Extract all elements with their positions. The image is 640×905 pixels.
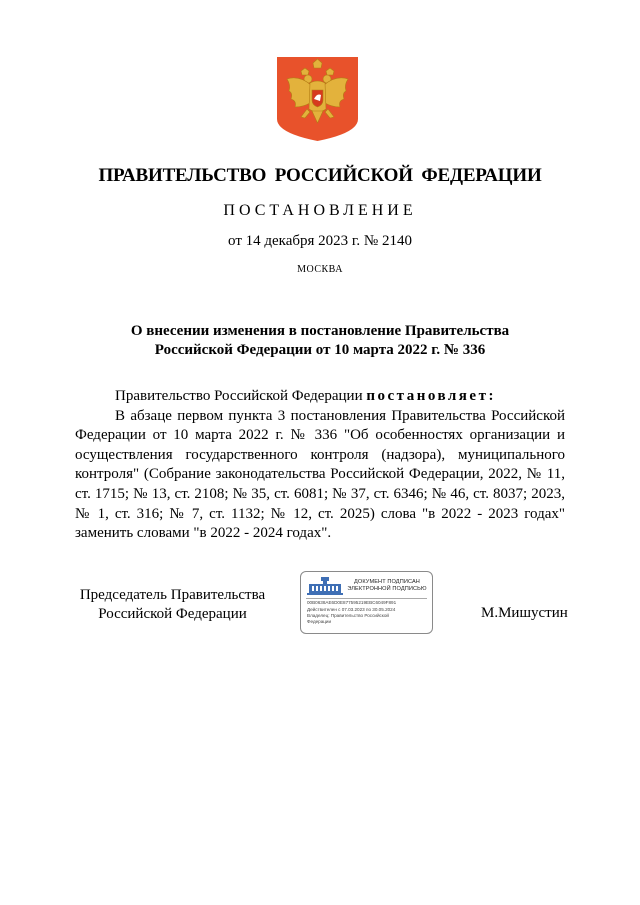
esign-heading	[345, 579, 429, 593]
subject-line-1: О внесении изменения в постановление Правительства	[130, 323, 510, 339]
document-city: МОСКВА	[297, 264, 343, 275]
decree-intro-paragraph	[75, 387, 565, 407]
esign-heading-line-1: ДОКУМЕНТ ПОДПИСАН	[354, 579, 420, 585]
signatory-name: М.Мишустин	[481, 605, 568, 621]
certificate-owner-line-2: Федерации	[307, 619, 332, 624]
signatory-title	[75, 586, 270, 624]
double-headed-eagle-icon	[277, 57, 358, 141]
document-body	[75, 387, 565, 544]
subject-line-2: Российской Федерации от 10 марта 2022 г. № 336	[154, 342, 486, 358]
government-building-icon	[306, 576, 344, 596]
esign-heading-line-2: ЭЛЕКТРОННОЙ ПОДПИСЬЮ	[347, 586, 427, 592]
decree-intro: Правительство Российской Федерации	[115, 388, 367, 404]
certificate-info	[307, 607, 395, 625]
government-title: ПРАВИТЕЛЬСТВО РОССИЙСКОЙ ФЕДЕРАЦИИ	[98, 165, 542, 186]
electronic-signature-stamp	[300, 571, 433, 634]
document-type: ПОСТАНОВЛЕНИЕ	[223, 202, 417, 219]
amendment-paragraph: В абзаце первом пункта 3 постановления Правительства Российской Федерации от 10 марта 2022 г. № 336 "Об особенностях организации и осуществления государственного контроля (надзора), муниципального контроля" (Собрание законодательства Российской Федерации, 2022, № 11, ст. 1715; № 13, ст. 2108; № 35, ст. 6081; № 37, ст. 6346; № 46, ст. 8037; 2023, № 1, ст. 316; № 7, ст. 1132; № 12, ст. 2025) слова "в 2022 - 2023 годах" заменить словами "в 2022 - 2024 годах".	[75, 407, 565, 542]
signatory-title-line-2: Российской Федерации	[98, 606, 247, 622]
document-date-number: от 14 декабря 2023 г. № 2140	[228, 233, 412, 249]
certificate-validity: Действителен с 07.03.2023 по 30.05.2024	[307, 607, 396, 612]
document-subject	[90, 322, 550, 360]
esign-divider	[306, 598, 427, 599]
coat-of-arms-emblem	[277, 57, 358, 141]
signatory-title-line-1: Председатель Правительства	[79, 587, 266, 603]
decree-word: постановляет:	[366, 388, 496, 404]
certificate-owner-line-1: Владелец: Правительство Российской	[307, 613, 389, 618]
certificate-serial: 00B0638AE6D0E877595219EBC6049F891	[307, 600, 397, 605]
